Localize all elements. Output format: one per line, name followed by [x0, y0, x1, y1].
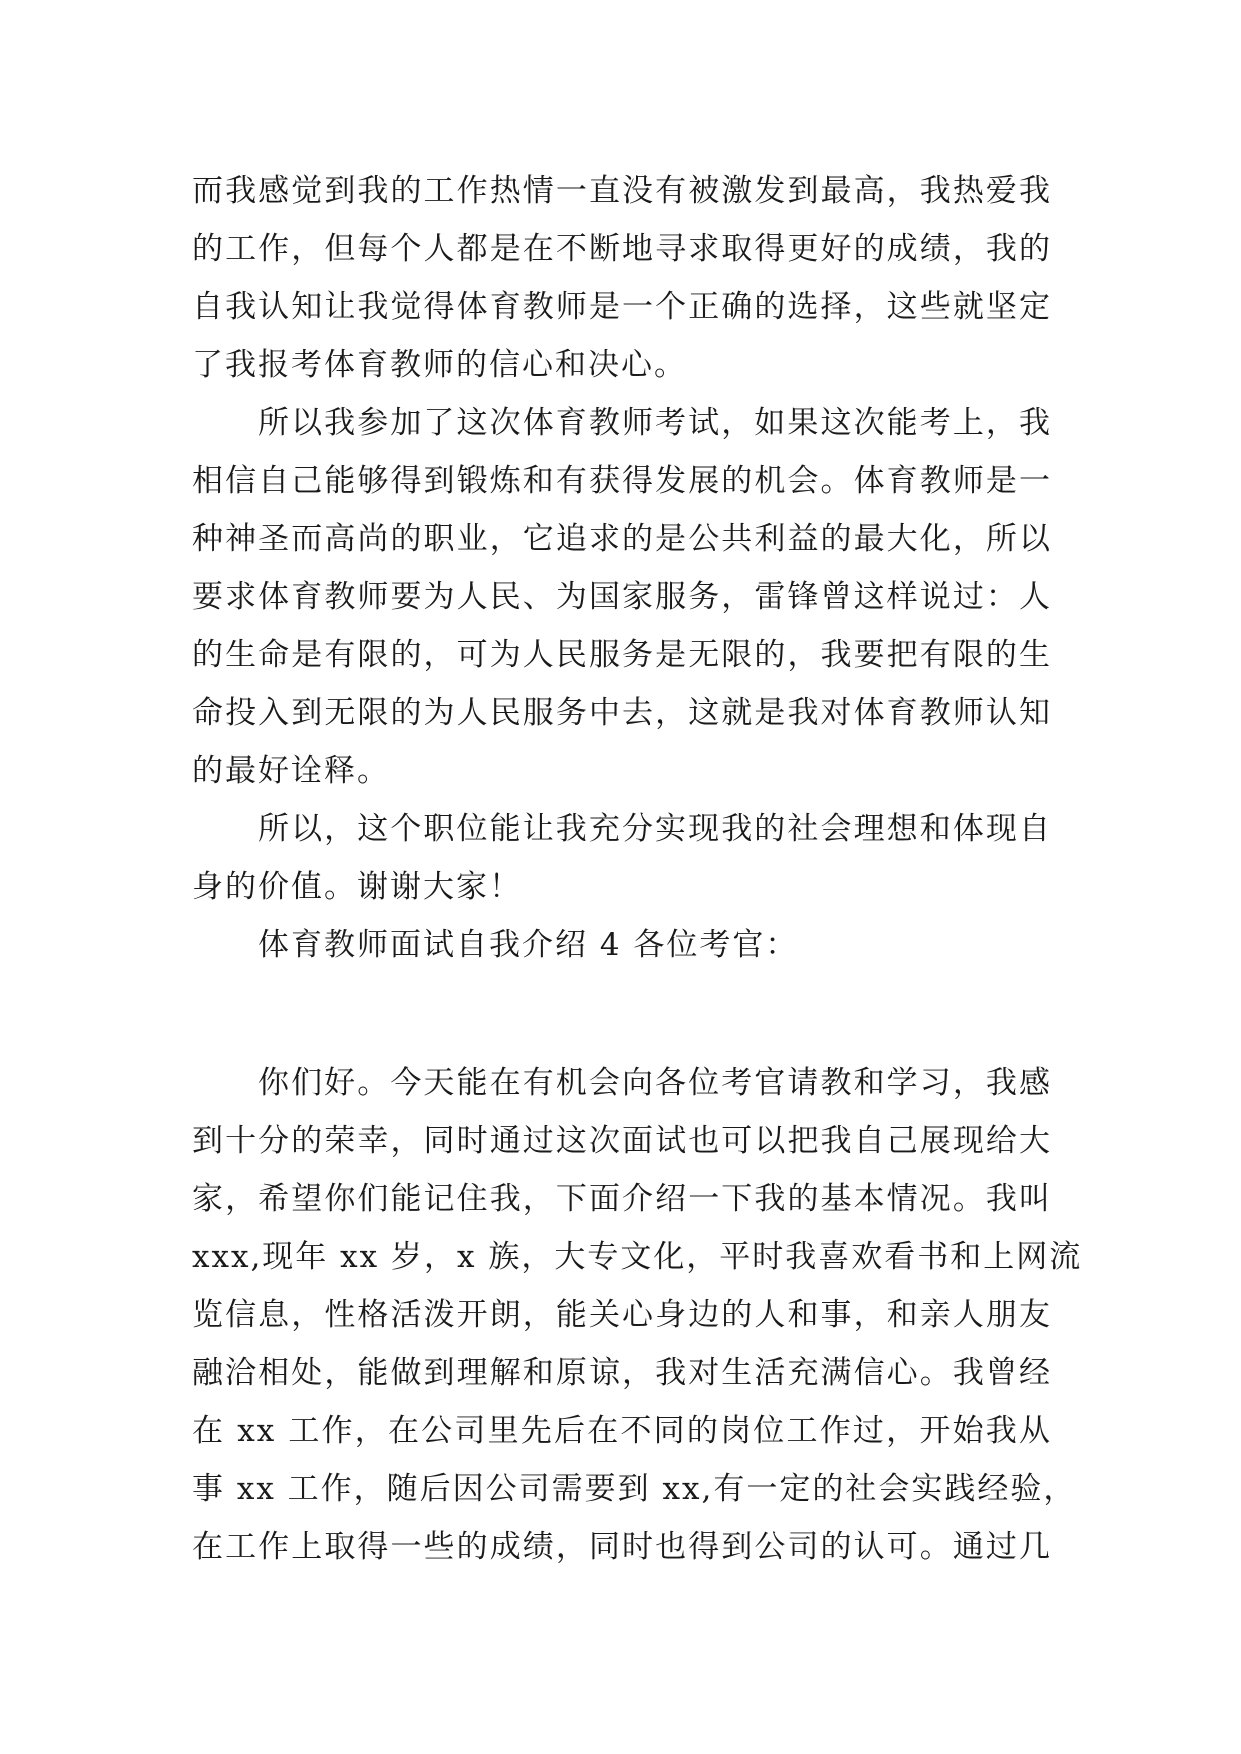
text-line: 了我报考体育教师的信心和决心。: [192, 347, 687, 383]
text-line: 在工作上取得一些的成绩，同时也得到公司的认可。通过几: [192, 1529, 1052, 1565]
text-line: 你们好。今天能在有机会向各位考官请教和学习，我感: [258, 1065, 1052, 1101]
text-line: 所以，这个职位能让我充分实现我的社会理想和体现自: [258, 811, 1052, 847]
text-line: 身的价值。谢谢大家！: [192, 869, 522, 905]
text-line: 所以我参加了这次体育教师考试，如果这次能考上，我: [258, 405, 1052, 441]
section-heading: 体育教师面试自我介绍 4 各位考官：: [258, 927, 799, 963]
text-line: 相信自己能够得到锻炼和有获得发展的机会。体育教师是一: [192, 463, 1052, 499]
text-line: 览信息，性格活泼开朗，能关心身边的人和事，和亲人朋友: [192, 1297, 1052, 1333]
text-line: 事 xx 工作，随后因公司需要到 xx,有一定的社会实践经验，: [192, 1471, 1077, 1507]
text-line: 在 xx 工作，在公司里先后在不同的岗位工作过，开始我从: [192, 1413, 1052, 1449]
paragraph: [192, 1054, 1083, 1576]
text-line: xxx,现年 xx 岁，x 族，大专文化，平时我喜欢看书和上网流: [192, 1239, 1083, 1275]
paragraph: [192, 800, 1052, 916]
text-line: 命投入到无限的为人民服务中去，这就是我对体育教师认知: [192, 695, 1052, 731]
text-line: 要求体育教师要为人民、为国家服务，雷锋曾这样说过：人: [192, 579, 1052, 615]
text-line: 而我感觉到我的工作热情一直没有被激发到最高，我热爱我: [192, 173, 1052, 209]
text-line: 的生命是有限的，可为人民服务是无限的，我要把有限的生: [192, 637, 1052, 673]
paragraph: [192, 394, 1052, 800]
text-line: 融洽相处，能做到理解和原谅，我对生活充满信心。我曾经: [192, 1355, 1052, 1391]
document-body: [192, 162, 1083, 1576]
text-line: 到十分的荣幸，同时通过这次面试也可以把我自己展现给大: [192, 1123, 1052, 1159]
blank-space: [192, 974, 1052, 1054]
text-line: 家，希望你们能记住我，下面介绍一下我的基本情况。我叫: [192, 1181, 1052, 1217]
text-line: 的工作，但每个人都是在不断地寻求取得更好的成绩，我的: [192, 231, 1052, 267]
paragraph: [192, 162, 1052, 394]
text-line: 自我认知让我觉得体育教师是一个正确的选择，这些就坚定: [192, 289, 1052, 325]
text-line: 的最好诠释。: [192, 753, 390, 789]
text-line: 种神圣而高尚的职业，它追求的是公共利益的最大化，所以: [192, 521, 1052, 557]
